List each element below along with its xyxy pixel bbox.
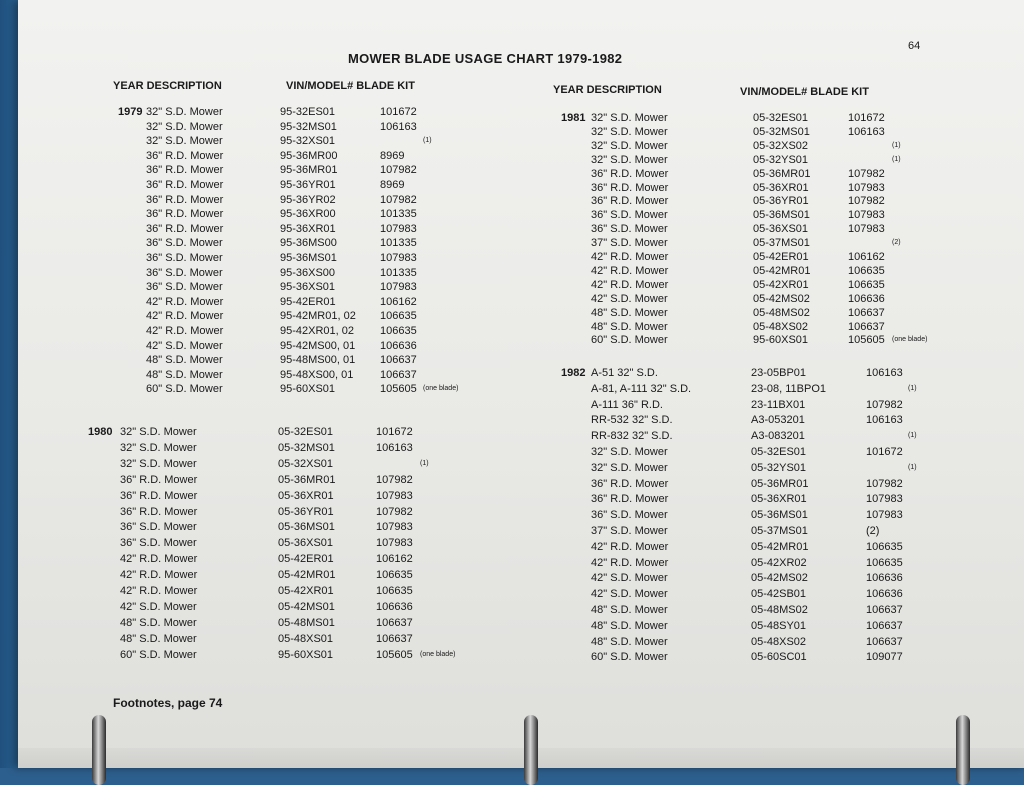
description-cell: 42" R.D. Mower [591,278,669,291]
description-cell: 36" R.D. Mower [591,195,669,208]
blade-kit-cell: 107983 [848,209,885,222]
page-bottom-edge [18,748,1024,768]
blade-kit-cell: 106636 [848,292,885,305]
vin-model-cell: 95-36MR00 [280,149,338,162]
description-cell: 42" R.D. Mower [146,310,224,323]
vin-model-cell: 05-48MS02 [751,604,808,616]
table-row [18,139,1018,153]
blade-kit-cell: 107982 [848,167,885,180]
description-cell: 36" S.D. Mower [146,266,223,279]
blade-kit-cell: 106635 [376,585,413,597]
description-cell: 36" S.D. Mower [591,223,668,236]
vin-model-cell: 05-32ES01 [753,112,809,124]
vin-model-cell: A3-083201 [751,430,805,443]
footnotes-reference: Footnotes, page 74 [113,696,223,710]
table-row [18,306,1018,320]
footnote-marker: (1) [908,384,917,392]
table-row [18,111,1018,125]
vin-model-cell: 23-05BP01 [751,367,807,379]
table-row [18,429,1018,443]
binder-ring-right [956,715,970,785]
binder-page [18,0,1024,768]
description-cell: 48" S.D. Mower [591,635,668,648]
blade-kit-cell: 106637 [848,320,885,333]
vin-model-cell: 05-32ES01 [751,446,807,458]
vin-model-cell: 95-36XR00 [280,208,336,221]
table-row [18,125,1018,139]
description-cell: 36" S.D. Mower [591,509,668,522]
blade-kit-cell: 107983 [848,223,885,236]
blade-kit-cell: 106635 [376,569,413,582]
table-row [18,181,1018,195]
table-row [18,208,1018,222]
vin-model-cell: 05-32XS01 [278,457,334,470]
table-row [18,635,1018,649]
blade-kit-cell: 106637 [866,619,903,632]
vin-model-cell: 05-32XS02 [753,139,809,152]
description-cell: 60" S.D. Mower [591,334,668,347]
blade-kit-cell: 106162 [380,295,417,308]
footnote-marker: (1) [908,432,917,440]
blade-kit-cell: 101672 [866,446,903,458]
vin-model-cell: 05-42MS02 [753,292,810,305]
blade-kit-cell: 106637 [376,632,413,645]
blade-kit-cell: 106163 [380,120,417,133]
description-cell: 32" S.D. Mower [120,441,197,454]
blade-kit-cell: 107982 [380,193,417,206]
vin-model-cell: 95-32ES01 [280,106,336,118]
blade-kit-cell: 106637 [866,635,903,648]
vin-model-cell: 95-36MR01 [280,164,338,177]
description-cell: 36" R.D. Mower [146,149,224,162]
binder-ring-left [92,715,106,785]
description-cell: 36" R.D. Mower [591,167,669,180]
vin-model-cell: 05-48XS02 [753,320,809,333]
footnote-marker: (1) [892,155,901,163]
description-cell: 42" R.D. Mower [120,569,198,582]
description-cell: 42" R.D. Mower [591,540,669,553]
vin-model-cell: 95-60XS01 [280,383,336,396]
blade-kit-cell: 106636 [866,572,903,585]
description-cell: 36" R.D. Mower [120,473,198,486]
vin-model-cell: 05-42XR01 [753,278,809,291]
blade-kit-cell: 101335 [380,266,417,279]
table-row [18,619,1018,633]
description-cell: 36" R.D. Mower [146,222,224,235]
year-label: 1979 [118,106,143,118]
vin-model-cell: 05-42ER01 [278,553,334,566]
vin-model-cell: 05-42ER01 [753,251,809,263]
blade-kit-cell: 106162 [376,553,413,566]
description-cell: 36" S.D. Mower [146,252,223,264]
vin-model-cell: 05-42MR01 [753,264,811,277]
table-row [18,413,1018,427]
left-header-vin-blade-kit: VIN/MODEL# BLADE KIT [286,80,415,92]
vin-model-cell: 95-32MS01 [280,120,337,133]
table-row [18,320,1018,334]
blade-kit-cell: 107982 [848,195,885,208]
description-cell: 42" S.D. Mower [591,292,668,305]
vin-model-cell: 05-36MR01 [753,167,811,180]
blade-kit-cell: 106635 [866,540,903,553]
table-row [18,153,1018,167]
vin-model-cell: 95-60XS01 [753,334,809,347]
blade-kit-cell: 106163 [848,125,885,138]
vin-model-cell: 95-36XR01 [280,222,336,235]
page-number: 64 [908,40,921,52]
blade-kit-cell: 106637 [380,368,417,381]
blade-kit-cell: 107983 [380,222,417,235]
table-row [18,398,1018,412]
blade-kit-cell: 107983 [866,509,903,522]
description-cell: 42" S.D. Mower [591,572,668,585]
vin-model-cell: 05-36XR01 [753,181,809,194]
description-cell: 36" R.D. Mower [120,489,198,502]
vin-model-cell: 05-42XR01 [278,585,334,597]
footnote-marker: (one blade) [420,650,456,658]
blade-kit-cell: 107983 [380,281,417,294]
blade-kit-cell: 107982 [380,164,417,177]
vin-model-cell: 05-32YS01 [753,153,809,166]
right-header-year-description: YEAR DESCRIPTION [553,84,662,96]
description-cell: 42" S.D. Mower [120,600,197,613]
table-row [18,556,1018,570]
blade-kit-cell: (2) [866,525,880,537]
description-cell: 36" R.D. Mower [146,208,224,221]
description-cell: 32" S.D. Mower [146,135,223,148]
footnote-marker: (one blade) [892,336,928,344]
vin-model-cell: 05-48MS02 [753,306,810,319]
vin-model-cell: 23-08, 11BPO1 [751,382,827,395]
blade-kit-cell: 106636 [380,339,417,352]
table-row [18,524,1018,538]
table-row [18,603,1018,617]
blade-kit-cell: 106163 [376,441,413,454]
blade-kit-cell: 106162 [848,251,885,263]
vin-model-cell: 95-36MS00 [280,237,337,250]
vin-model-cell: 05-36XR01 [751,493,807,506]
table-row [18,382,1018,396]
description-cell: A-51 32" S.D. [591,367,658,379]
table-row [18,250,1018,264]
table-row [18,461,1018,475]
description-cell: A-81, A-111 32" S.D. [591,382,692,395]
blade-kit-cell: 106635 [848,264,885,277]
blade-kit-cell: 106637 [380,354,417,367]
description-cell: 42" R.D. Mower [146,325,224,337]
table-row [18,292,1018,306]
blade-kit-cell: 101335 [380,208,417,221]
vin-model-cell: 05-32ES01 [278,426,334,438]
description-cell: RR-532 32" S.D. [591,414,673,427]
blade-kit-cell: 101672 [376,426,413,438]
footnote-marker: (2) [892,239,901,247]
description-cell: 32" S.D. Mower [591,125,668,138]
blade-kit-cell: 101335 [380,237,417,250]
blade-kit-cell: 101672 [848,112,885,124]
vin-model-cell: 05-48XS01 [278,632,334,645]
page-title: MOWER BLADE USAGE CHART 1979-1982 [348,51,623,66]
footnote-marker: (1) [423,137,432,145]
left-header-year-description: YEAR DESCRIPTION [113,80,222,92]
description-cell: 36" R.D. Mower [146,193,224,206]
description-cell: 32" S.D. Mower [591,461,668,474]
blade-kit-cell: 106163 [866,414,903,427]
description-cell: 32" S.D. Mower [591,446,668,458]
description-cell: 37" S.D. Mower [591,237,668,250]
vin-model-cell: 95-42MS00, 01 [280,339,356,352]
vin-model-cell: 95-42MR01, 02 [280,310,356,323]
vin-model-cell: 05-36MS01 [753,209,810,222]
vin-model-cell: 23-11BX01 [751,398,806,411]
description-cell: 60" S.D. Mower [120,648,197,661]
vin-model-cell: 05-42MR01 [751,540,809,553]
blade-kit-cell: 8969 [380,179,405,191]
vin-model-cell: 95-36MS01 [280,252,337,264]
blade-kit-cell: 107983 [376,537,413,550]
blade-kit-cell: 107982 [376,473,413,486]
description-cell: 32" S.D. Mower [146,106,223,118]
description-cell: 48" S.D. Mower [120,632,197,645]
vin-model-cell: 05-42MS02 [751,572,808,585]
description-cell: 48" S.D. Mower [591,320,668,333]
vin-model-cell: 05-48SY01 [751,619,807,632]
table-row [18,492,1018,506]
footnote-marker: (1) [420,459,429,467]
description-cell: 48" S.D. Mower [591,619,668,632]
description-cell: 48" S.D. Mower [146,354,223,367]
description-cell: 42" R.D. Mower [120,553,198,566]
blade-kit-cell: 107983 [376,521,413,534]
description-cell: RR-832 32" S.D. [591,430,673,443]
table-row [18,650,1018,664]
vin-model-cell: 05-32MS01 [278,441,335,454]
description-cell: 36" R.D. Mower [146,179,224,191]
blade-kit-cell: 107982 [376,505,413,518]
description-cell: 32" S.D. Mower [591,153,668,166]
vin-model-cell: 05-42XR02 [751,556,807,569]
vin-model-cell: 95-36YR01 [280,179,336,191]
vin-model-cell: 05-36XS01 [753,223,809,236]
description-cell: A-111 36" R.D. [591,398,663,411]
vin-model-cell: 95-36YR02 [280,193,336,206]
year-label: 1980 [88,426,113,438]
blade-kit-cell: 106637 [848,306,885,319]
vin-model-cell: 05-36MR01 [751,477,809,490]
table-row [18,222,1018,236]
year-label: 1981 [561,112,586,124]
blade-kit-cell: 107983 [848,181,885,194]
blade-kit-cell: 101672 [380,106,417,118]
vin-model-cell: 95-32XS01 [280,135,336,148]
vin-model-cell: 05-37MS01 [751,525,808,537]
vin-model-cell: 95-48MS00, 01 [280,354,356,367]
description-cell: 48" S.D. Mower [146,368,223,381]
description-cell: 42" R.D. Mower [591,264,669,277]
year-label: 1982 [561,367,586,379]
footnote-marker: (one blade) [423,385,459,393]
vin-model-cell: 95-36XS00 [280,266,336,279]
description-cell: 42" S.D. Mower [591,588,668,601]
vin-model-cell: 95-60XS01 [278,648,334,661]
blade-kit-cell: 107983 [380,252,417,264]
vin-model-cell: 05-32MS01 [753,125,810,138]
vin-model-cell: 05-36XR01 [278,489,334,502]
description-cell: 36" R.D. Mower [591,493,669,506]
description-cell: 48" S.D. Mower [591,604,668,616]
blade-kit-cell: 107982 [866,477,903,490]
table-row [18,236,1018,250]
description-cell: 60" S.D. Mower [591,651,668,664]
description-cell: 37" S.D. Mower [591,525,668,537]
blade-kit-cell: 106635 [380,325,417,337]
blade-kit-cell: 105605 [380,383,417,396]
blade-kit-cell: 106637 [866,604,903,616]
vin-model-cell: 05-36YR01 [278,505,334,518]
vin-model-cell: 05-36MR01 [278,473,336,486]
description-cell: 42" R.D. Mower [591,251,669,263]
vin-model-cell: 05-37MS01 [753,237,810,250]
footnote-marker: (1) [908,463,917,471]
table-row [18,333,1018,347]
description-cell: 36" S.D. Mower [146,237,223,250]
blade-kit-cell: 107983 [866,493,903,506]
description-cell: 36" R.D. Mower [146,164,224,177]
blade-kit-cell: 109077 [866,651,903,664]
blade-kit-cell: 106635 [380,310,417,323]
description-cell: 32" S.D. Mower [120,457,197,470]
blade-kit-cell: 106636 [866,588,903,601]
vin-model-cell: 05-36MS01 [278,521,335,534]
description-cell: 36" S.D. Mower [591,209,668,222]
table-row [18,571,1018,585]
description-cell: 36" R.D. Mower [591,181,669,194]
vin-model-cell: 05-36XS01 [278,537,334,550]
table-row [18,366,1018,380]
description-cell: 60" S.D. Mower [146,383,223,396]
table-row [18,194,1018,208]
description-cell: 48" S.D. Mower [591,306,668,319]
description-cell: 32" S.D. Mower [591,139,668,152]
description-cell: 32" S.D. Mower [591,112,668,124]
description-cell: 32" S.D. Mower [120,426,197,438]
blade-kit-cell: 107982 [866,398,903,411]
vin-model-cell: 05-48MS01 [278,616,335,629]
description-cell: 42" R.D. Mower [146,295,224,308]
table-row [18,587,1018,601]
description-cell: 48" S.D. Mower [120,616,197,629]
description-cell: 42" R.D. Mower [591,556,669,569]
vin-model-cell: 05-36MS01 [751,509,808,522]
table-row [18,167,1018,181]
vin-model-cell: A3-053201 [751,414,805,427]
description-cell: 36" R.D. Mower [120,505,198,518]
description-cell: 36" R.D. Mower [591,477,669,490]
blade-kit-cell: 106635 [866,556,903,569]
blade-kit-cell: 107983 [376,489,413,502]
table-row [18,445,1018,459]
vin-model-cell: 05-42MS01 [278,600,335,613]
blade-kit-cell: 106163 [866,367,903,379]
table-row [18,264,1018,278]
vin-model-cell: 05-42SB01 [751,588,807,601]
table-row [18,477,1018,491]
description-cell: 36" S.D. Mower [120,537,197,550]
description-cell: 42" R.D. Mower [120,585,198,597]
blade-kit-cell: 105605 [848,334,885,347]
vin-model-cell: 95-36XS01 [280,281,336,294]
vin-model-cell: 95-42XR01, 02 [280,325,354,337]
table-row [18,540,1018,554]
blade-kit-cell: 106637 [376,616,413,629]
footnote-marker: (1) [892,141,901,149]
vin-model-cell: 05-32YS01 [751,461,807,474]
table-row [18,278,1018,292]
blade-kit-cell: 106636 [376,600,413,613]
description-cell: 42" S.D. Mower [146,339,223,352]
vin-model-cell: 95-48XS00, 01 [280,368,354,381]
blade-kit-cell: 106635 [848,278,885,291]
vin-model-cell: 95-42ER01 [280,295,336,308]
description-cell: 36" S.D. Mower [146,281,223,294]
vin-model-cell: 05-48XS02 [751,635,807,648]
blade-kit-cell: 105605 [376,648,413,661]
vin-model-cell: 05-36YR01 [753,195,809,208]
binder-ring-center [524,715,538,785]
vin-model-cell: 05-42MR01 [278,569,336,582]
description-cell: 36" S.D. Mower [120,521,197,534]
right-header-vin-blade-kit: VIN/MODEL# BLADE KIT [740,86,869,98]
table-row [18,508,1018,522]
blade-kit-cell: 8969 [380,149,405,162]
vin-model-cell: 05-60SC01 [751,651,807,664]
description-cell: 32" S.D. Mower [146,120,223,133]
